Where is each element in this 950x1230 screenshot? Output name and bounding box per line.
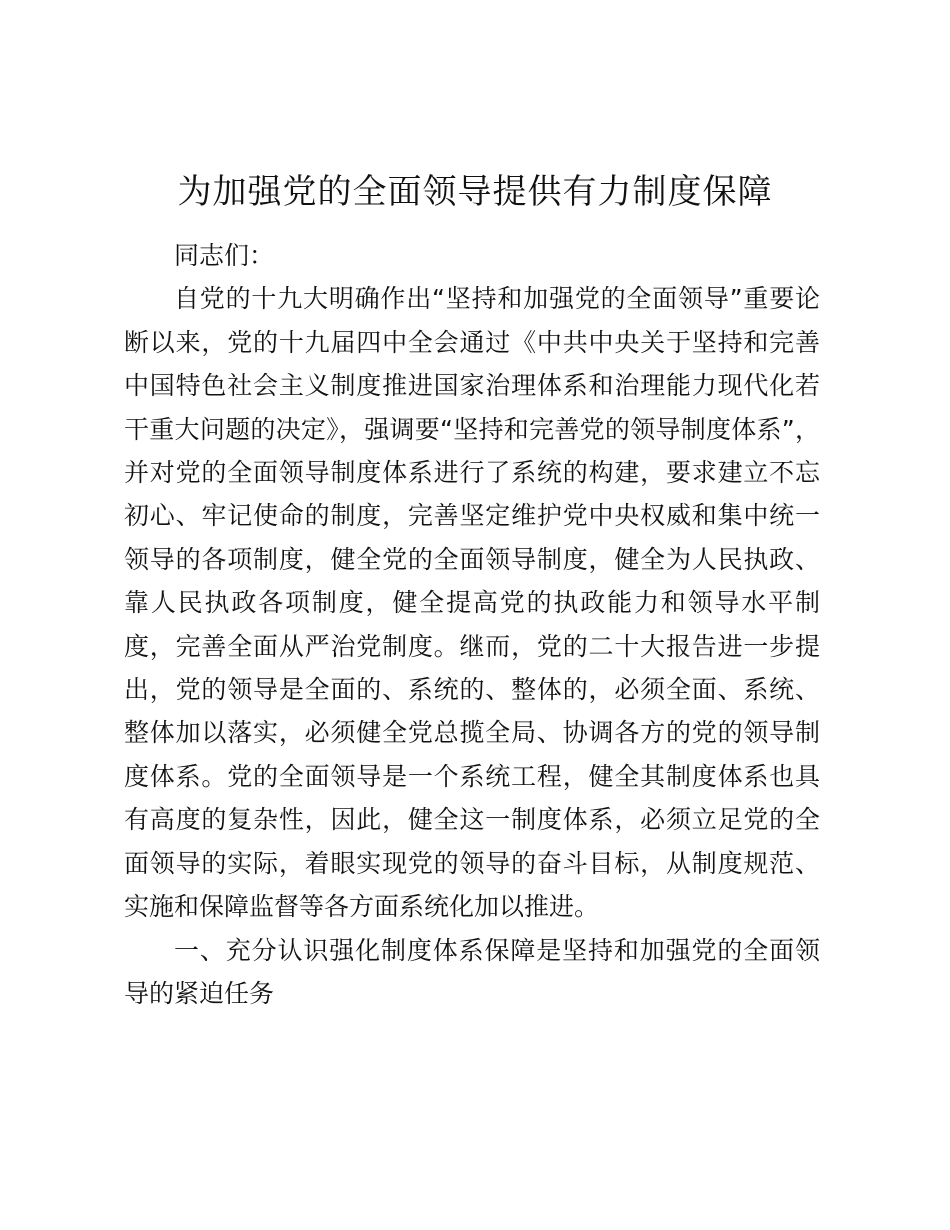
document-body [124,234,820,1015]
paragraph-intro: 自党的十九大明确作出“坚持和加强党的全面领导”重要论断以来，党的十九届四中全会通过《中共中央关于坚持和完善中国特色社会主义制度推进国家治理体系和治理能力现代化若干重大问题的决定》，强调要“坚持和完善党的领导制度体系”，并对党的全面领导制度体系进行了系统的构建，要求建立不忘初心、牢记使命的制度，完善坚定维护党中央权威和集中统一领导的各项制度，健全党的全面领导制度，健全为人民执政、靠人民执政各项制度，健全提高党的执政能力和领导水平制度，完善全面从严治党制度。继而，党的二十大报告进一步提出，党的领导是全面的、系统的、整体的，必须全面、系统、整体加以落实，必须健全党总揽全局、协调各方的党的领导制度体系。党的全面领导是一个系统工程，健全其制度体系也具有高度的复杂性，因此，健全这一制度体系，必须立足党的全面领导的实际，着眼实现党的领导的奋斗目标，从制度规范、实施和保障监督等各方面系统化加以推进。 [124,284,820,922]
section-heading-1: 一、充分认识强化制度体系保障是坚持和加强党的全面领导的紧迫任务 [124,935,820,1008]
document-title: 为加强党的全面领导提供有力制度保障 [177,172,773,212]
salutation: 同志们： [174,241,275,270]
